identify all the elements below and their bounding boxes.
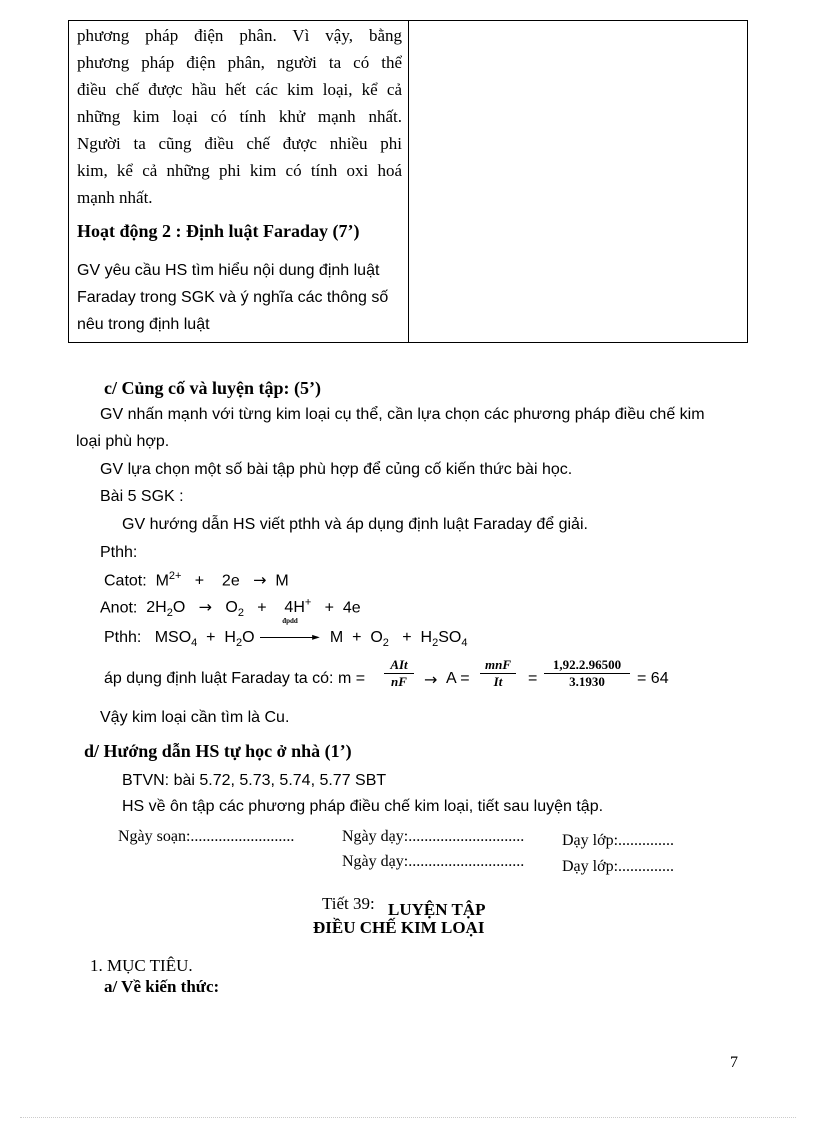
plus-sign: + (352, 629, 362, 646)
guide-text: GV hướng dẫn HS viết pthh và áp dụng định luật Faraday để giải. (122, 516, 588, 533)
activity-line: GV yêu cầu HS tìm hiểu nội dung định luật (77, 262, 380, 279)
arrow-icon: → (424, 670, 438, 689)
conclusion: Vậy kim loại cần tìm là Cu. (100, 709, 290, 726)
hydrogen-ion: 4H+ (284, 597, 312, 617)
plus-sign: + (324, 599, 334, 617)
plus-sign: + (206, 629, 216, 646)
cathode-equation (104, 570, 289, 590)
water: $H_2O$ (224, 629, 255, 650)
section-c-para1: GV nhấn mạnh với từng kim loại cụ thể, cần lựa chọn các phương pháp điều chế kim (100, 406, 705, 423)
arrow-icon: → (253, 570, 267, 590)
faraday-intro: áp dụng định luật Faraday ta có: m = (104, 670, 366, 687)
cathode-label: Catot: (104, 572, 147, 590)
fraction-numeric: $\frac{1,92.2.96500}{3.1930}$ (544, 657, 630, 690)
page-bottom-divider (20, 1117, 796, 1118)
table-line: phương pháp điện phân, người ta có thể (77, 53, 402, 72)
fraction-ait-nf: AIt nF (384, 657, 414, 690)
faraday-result: = 64 (637, 670, 669, 687)
date-day-1: Ngày dạy:............................. (342, 828, 525, 845)
activity-line: Faraday trong SGK và ý nghĩa các thông số (77, 289, 389, 306)
electrolysis-arrow: đpdd ► (259, 629, 321, 647)
sulfuric-acid: $H_2SO_4$ (420, 629, 468, 650)
cathode-product: M (275, 572, 289, 590)
activity-line: nêu trong định luật (77, 316, 210, 333)
table-line: mạnh nhất. (77, 188, 153, 207)
homework-line: BTVN: bài 5.72, 5.73, 5.74, 5.77 SBT (122, 772, 387, 789)
condition-label: đpdd (282, 617, 298, 625)
date-soan: Ngày soạn:.......................... (118, 828, 295, 845)
cathode-ion: M (155, 572, 169, 590)
arrow-icon: → (198, 597, 213, 617)
date-day-2: Ngày dạy:............................. (342, 853, 525, 870)
class-2: Dạy lớp:.............. (562, 858, 675, 875)
lesson-table (68, 20, 748, 343)
lesson-title: LUYỆN TẬP (388, 900, 486, 919)
section-c-heading: c/ Củng cố và luyện tập: (5’) (104, 378, 321, 398)
cathode-charge: 2+ (168, 570, 182, 582)
plus-sign: + (402, 629, 412, 646)
section-d-heading: d/ Hướng dẫn HS tự học ở nhà (1’) (84, 741, 352, 761)
plus-sign: + (257, 599, 267, 617)
overall-equation (104, 617, 468, 650)
a-equals: A = (446, 670, 470, 687)
review-line: HS về ôn tập các phương pháp điều chế kim loại, tiết sau luyện tập. (122, 798, 604, 815)
section-c-para2: GV lựa chọn một số bài tập phù hợp để củng cố kiến thức bài học. (100, 461, 573, 478)
lesson-number: Tiết 39: (322, 894, 375, 913)
table-line: những kim loại có tính khử mạnh nhất. (77, 107, 402, 126)
plus-sign: + (194, 572, 205, 590)
objectives-sub: a/ Về kiến thức: (104, 977, 220, 996)
cathode-electrons: 2e (221, 572, 240, 590)
activity-heading: Hoạt động 2 : Định luật Faraday (7’) (77, 221, 360, 241)
table-divider (408, 21, 409, 342)
table-line: kim, kể cả những phi kim có tính oxi hoá (77, 161, 402, 180)
overall-label: Pthh: (104, 629, 142, 646)
oxygen: $O_2$ (370, 629, 389, 650)
anode-electrons: 4e (342, 599, 361, 617)
oxygen: $O_2$ (225, 599, 244, 620)
page-number: 7 (730, 1054, 738, 1071)
metal-product: M (329, 629, 344, 646)
exercise-label: Bài 5 SGK : (100, 488, 184, 505)
lesson-subtitle: ĐIỀU CHẾ KIM LOẠI (313, 918, 485, 937)
table-line: điều chế được hầu hết các kim loại, kể cả (77, 80, 402, 99)
section-c-para1-cont: loại phù hợp. (76, 433, 170, 450)
table-line: phương pháp điện phân. Vì vậy, bằng (77, 26, 402, 45)
water: $2H_2O$ (146, 599, 186, 620)
activity-text (77, 257, 402, 338)
fraction-mnf-it: mnF It (480, 657, 516, 690)
objectives-heading: 1. MỤC TIÊU. (90, 956, 193, 975)
anode-equation (100, 597, 361, 620)
table-left-cell (77, 22, 402, 211)
metal-sulfate: $MSO_4$ (154, 629, 198, 650)
table-line: Người ta cũng điều chế được nhiều phi (77, 134, 402, 153)
equals-sign: = (528, 670, 538, 687)
class-1: Dạy lớp:.............. (562, 832, 675, 849)
anode-label: Anot: (100, 599, 138, 617)
pthh-label: Pthh: (100, 544, 138, 561)
